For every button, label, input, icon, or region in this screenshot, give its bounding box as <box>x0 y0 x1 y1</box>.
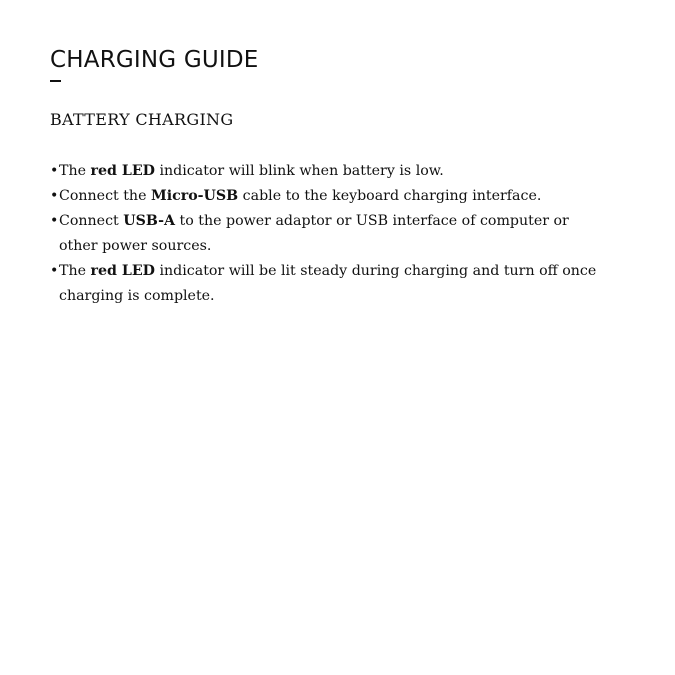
item-text-bold: red LED <box>90 163 155 179</box>
item-text-bold: Micro-USB <box>150 188 239 204</box>
item-text-bold: USB-A <box>123 213 176 229</box>
page-title: CHARGING GUIDE <box>50 47 259 73</box>
bullet-icon: • <box>50 263 59 279</box>
item-text-post: to the power adaptor or USB interface of computer or other power sources. <box>59 213 569 254</box>
item-text-post: indicator will blink when battery is low. <box>154 163 444 179</box>
item-text-pre: The <box>59 263 91 279</box>
list-item <box>50 209 571 259</box>
instruction-list <box>50 159 640 309</box>
bullet-icon: • <box>50 188 59 204</box>
item-text-bold: red LED <box>90 263 155 279</box>
bullet-icon: • <box>50 163 59 179</box>
item-text-pre: Connect the <box>59 188 151 204</box>
section-heading: BATTERY CHARGING <box>50 110 234 129</box>
bullet-icon: • <box>50 213 59 229</box>
item-text-pre: Connect <box>59 213 124 229</box>
list-item <box>50 259 640 309</box>
title-underline-rule <box>50 80 61 82</box>
item-text-post: cable to the keyboard charging interface. <box>238 188 542 204</box>
list-item <box>50 184 640 209</box>
list-item <box>50 159 640 184</box>
charging-guide-page <box>50 44 640 309</box>
item-text-pre: The <box>59 163 91 179</box>
item-text-post: indicator will be lit steady during charging and turn off once charging is complete. <box>59 263 597 304</box>
